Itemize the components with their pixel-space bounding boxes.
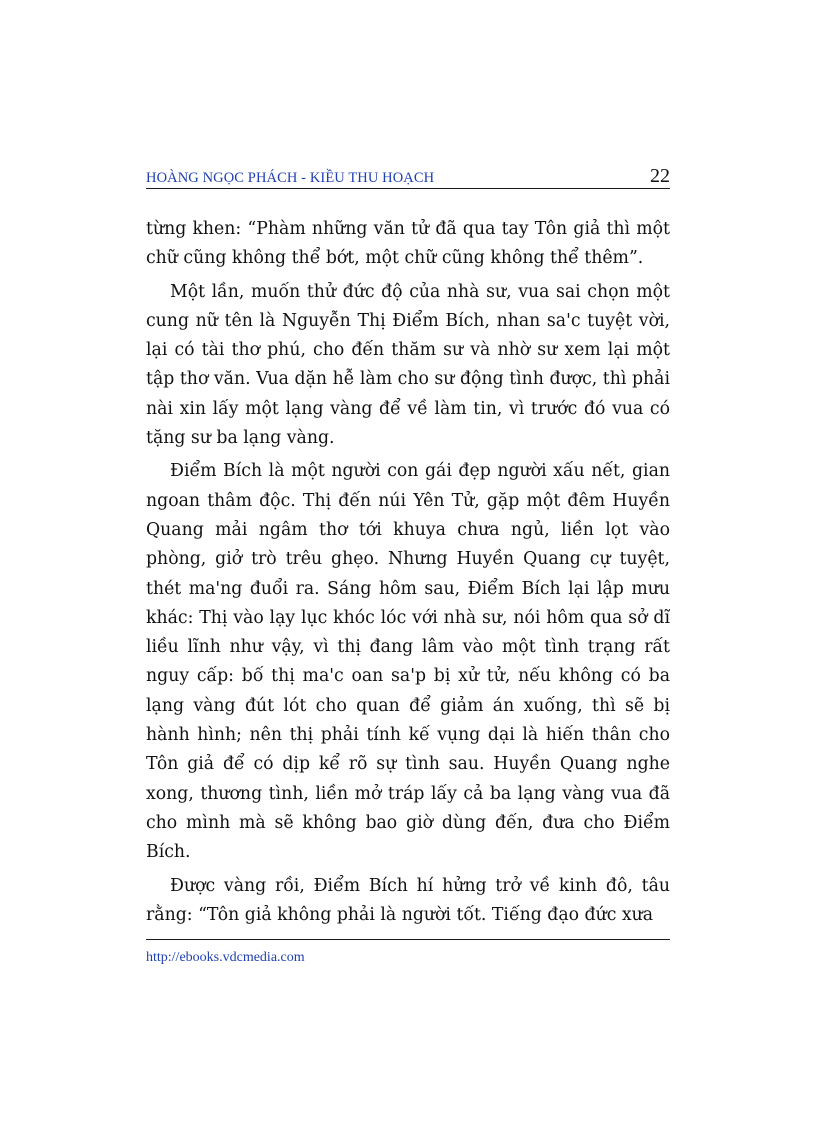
body-text — [146, 215, 670, 925]
page-number: 22 — [650, 165, 670, 187]
footer-link[interactable]: http://ebooks.vdcmedia.com — [146, 950, 305, 965]
paragraph: Được vàng rồi, Điểm Bích hí hửng trở về kinh đô, tâu rằng: “Tôn giả không phải là người tốt. Tiếng đạo đức xưa — [146, 875, 670, 925]
paragraph: từng khen: “Phàm những văn tử đã qua tay Tôn giả thì một chữ cũng không thể bớt, một chữ cũng không thể thêm”. — [146, 219, 670, 269]
page — [146, 158, 670, 925]
header-title: HOÀNG NGỌC PHÁCH - KIỀU THU HOẠCH — [146, 170, 435, 186]
page-header — [146, 158, 670, 189]
paragraph: Điểm Bích là một người con gái đẹp người xấu nết, gian ngoan thâm độc. Thị đến núi Yên Tử, gặp một đêm Huyền Quang mải ngâm thơ tới khuya chưa ngủ, liền lọt vào phòng, giở trò trêu ghẹo. Nhưng Huyền Quang cự tuyệt, thét ma'ng đuổi ra. Sáng hôm sau, Điểm Bích lại lập mưu khác: Thị vào lạy lục khóc lóc với nhà sư, nói hôm qua sở dĩ liều lĩnh như vậy, vì thị đang lâm vào một tình trạng rất nguy cấp: bố thị ma'c oan sa'p bị xử tử, nếu không có ba lạng vàng đút lót cho quan để giảm án xuống, thì sẽ bị hành hình; nên thị phải tính kế vụng dại là hiến thân cho Tôn giả để có dịp kể rõ sự tình sau. Huyền Quang nghe xong, thương tình, liền mở tráp lấy cả ba lạng vàng vua đã cho mình mà sẽ không bao giờ dùng đến, đưa cho Điểm Bích. — [146, 461, 670, 863]
page-footer — [146, 939, 670, 966]
paragraph: Một lần, muốn thử đức độ của nhà sư, vua sai chọn một cung nữ tên là Nguyễn Thị Điểm Bích, nhan sa'c tuyệt vời, lại có tài thơ phú, cho đến thăm sư và nhờ sư xem lại một tập thơ văn. Vua dặn hễ làm cho sư động tình được, thì phải nài xin lấy một lạng vàng để về làm tin, vì trước đó vua có tặng sư ba lạng vàng. — [146, 281, 670, 449]
